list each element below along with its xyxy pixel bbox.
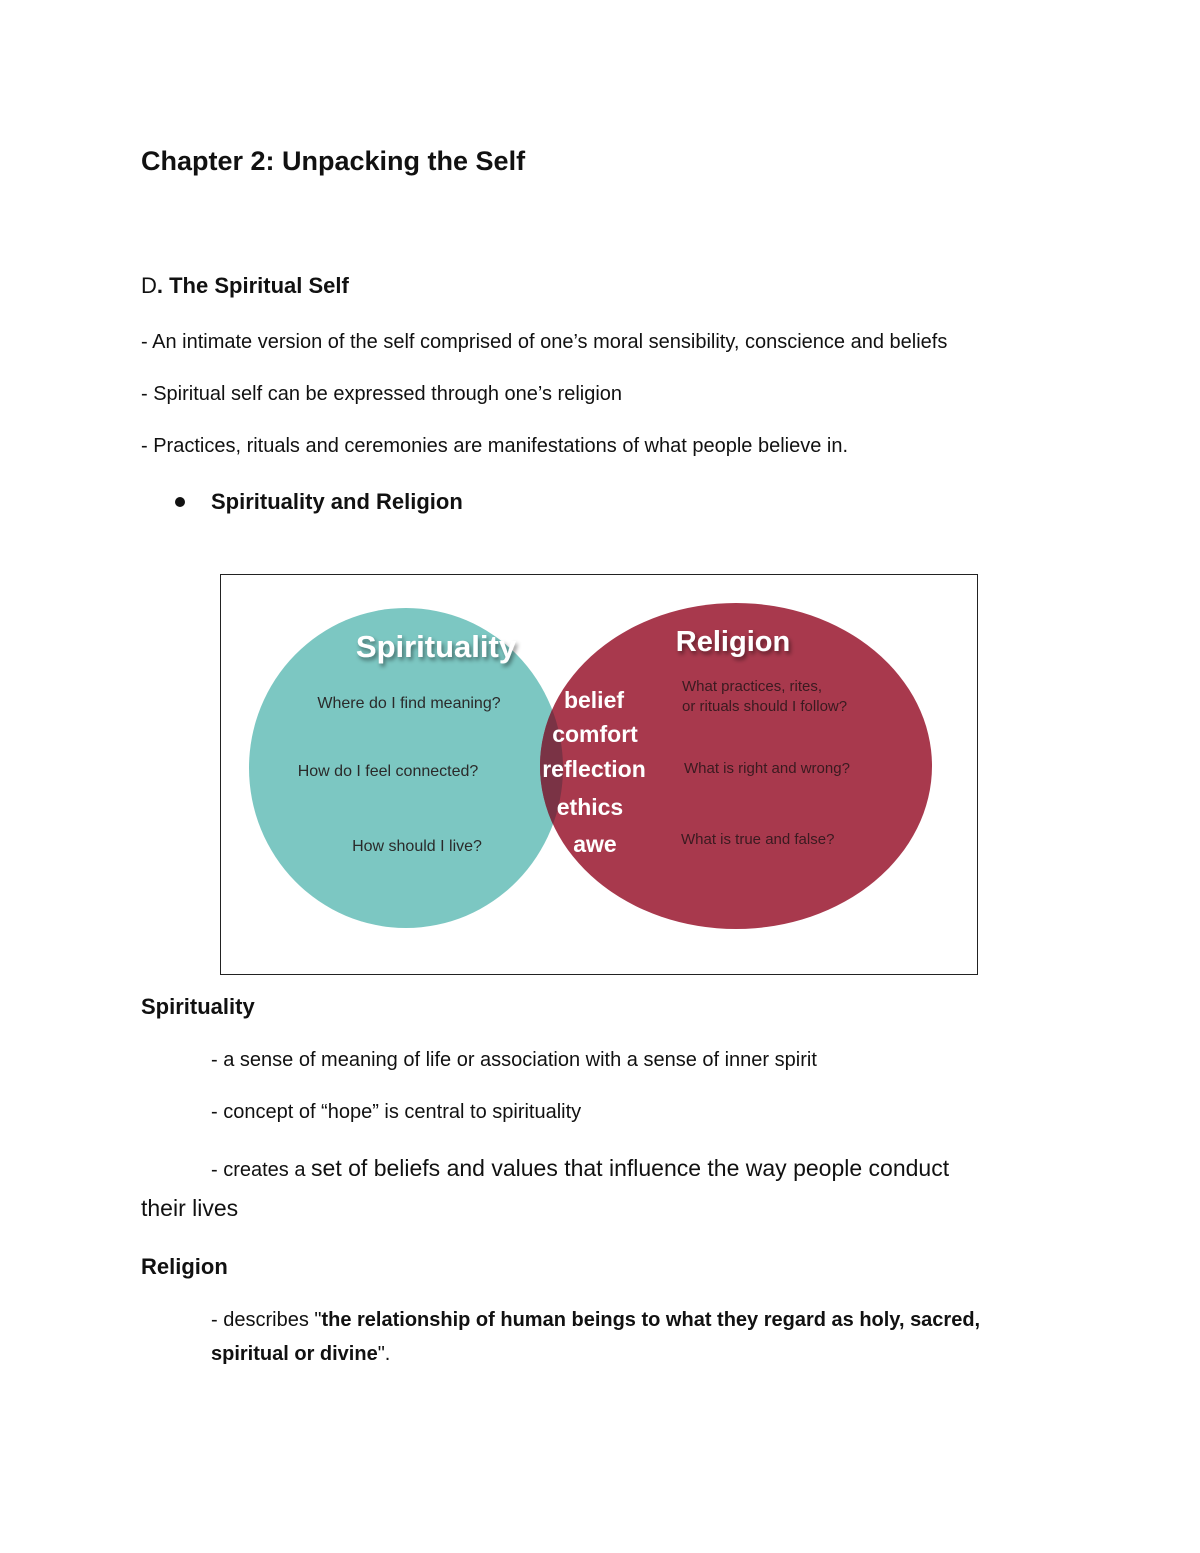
venn-diagram <box>221 575 977 974</box>
section-title: . The Spiritual Self <box>156 273 349 298</box>
right-question-1b: or rituals should I follow? <box>682 698 848 715</box>
religion-item-1 <box>211 1309 980 1332</box>
page-title: Chapter 2: Unpacking the Self <box>141 146 526 176</box>
overlap-word-awe: awe <box>573 831 617 857</box>
overlap-word-belief: belief <box>563 687 625 713</box>
right-question-2: What is right and wrong? <box>684 760 850 777</box>
religion-item-prefix: - describes " <box>211 1309 322 1331</box>
spirituality-title: Spirituality <box>355 629 517 664</box>
spirituality-item-3-prefix: - creates a <box>211 1159 312 1181</box>
religion-item-quote-cont: spiritual or divine <box>211 1343 378 1365</box>
overlap-word-comfort: comfort <box>552 721 638 747</box>
religion-item-continued <box>211 1343 390 1366</box>
religion-title: Religion <box>675 626 791 658</box>
spirituality-item-3 <box>211 1155 949 1182</box>
religion-heading: Religion <box>141 1254 228 1279</box>
spirituality-item-2: - concept of “hope” is central to spirituality <box>211 1101 582 1123</box>
spirituality-item-3-continued: their lives <box>141 1195 239 1221</box>
venn-diagram-figure <box>220 574 978 975</box>
section-heading <box>141 273 349 299</box>
point-3: - Practices, rituals and ceremonies are manifestations of what people believe in. <box>141 435 849 457</box>
left-question-1: Where do I find meaning? <box>317 695 501 712</box>
left-question-3: How should I live? <box>352 838 482 855</box>
overlap-word-reflection: reflection <box>542 756 646 782</box>
bullet-icon <box>175 497 185 507</box>
spirituality-item-1: - a sense of meaning of life or association with a sense of inner spirit <box>211 1049 817 1071</box>
bullet-heading: Spirituality and Religion <box>211 489 463 514</box>
section-letter: D <box>141 273 157 298</box>
point-2: - Spiritual self can be expressed through one’s religion <box>141 383 623 405</box>
right-question-1a: What practices, rites, <box>682 678 823 695</box>
overlap-word-ethics: ethics <box>556 794 624 820</box>
spirituality-heading: Spirituality <box>141 994 255 1019</box>
religion-item-quote: the relationship of human beings to what they regard as holy, sacred, <box>321 1309 981 1331</box>
religion-item-end: ". <box>377 1343 391 1365</box>
spirituality-item-3-text: set of beliefs and values that influence the way people conduct <box>311 1155 950 1181</box>
left-question-2: How do I feel connected? <box>297 763 479 780</box>
point-1: - An intimate version of the self comprised of one’s moral sensibility, conscience and beliefs <box>141 331 948 353</box>
right-question-3: What is true and false? <box>681 831 835 848</box>
